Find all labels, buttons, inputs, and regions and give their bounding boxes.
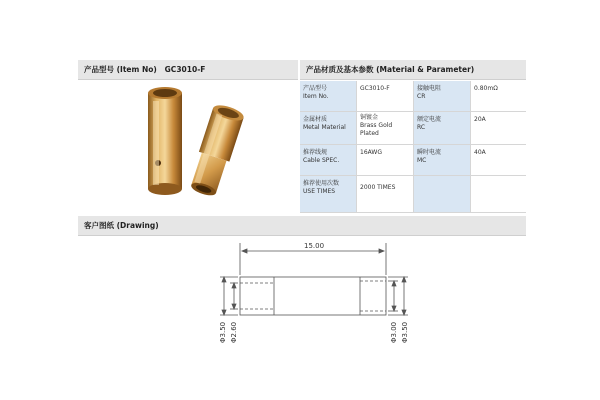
param-label-item-no: 产品型号 Item No. [300,81,356,111]
length-dimension: 15.00 [304,242,325,250]
parameter-label-en: (Material & Parameter) [376,65,475,74]
param-label-metal-material: 金属材质 Metal Material [300,112,356,144]
technical-drawing [78,237,526,350]
param-value-mc: 40A [471,145,526,175]
param-label-cr: 接触电阻 CR [414,81,470,111]
item-no-header [78,60,298,80]
product-photo [78,81,298,214]
right-outer-diameter: Φ3.50 [401,321,409,343]
left-outer-diameter: Φ3.50 [219,321,227,343]
param-value-use-times: 2000 TIMES [357,176,413,212]
item-no-label-en: (Item No) [116,65,157,74]
param-label-mc: 瞬时电流 MC [414,145,470,175]
param-empty-label [414,176,470,212]
parameter-label-cn: 产品材质及基本参数 [306,65,374,74]
item-no-value: GC3010-F [164,65,206,74]
param-label-rc: 额定电流 RC [414,112,470,144]
brass-connector-image [78,81,298,214]
param-label-use-times: 推荐使用次数 USE TIMES [300,176,356,212]
connector-left [148,87,182,195]
item-no-label-cn: 产品型号 [84,65,114,74]
param-value-cable-spec: 16AWG [357,145,413,175]
drawing-label-en: (Drawing) [116,221,159,230]
param-value-cr: 0.80mΩ [471,81,526,111]
drawing-label-cn: 客户图纸 [84,221,114,230]
right-inner-diameter: Φ3.00 [390,321,398,343]
spec-sheet [78,60,526,350]
connector-drawing [78,237,526,350]
param-value-rc: 20A [471,112,526,144]
parameter-header [300,60,526,80]
parameter-table [300,81,526,212]
param-value-metal-material: 铜镀金 Brass Gold Plated [357,112,413,144]
param-value-item-no: GC3010-F [357,81,413,111]
param-label-cable-spec: 推荐线规 Cable SPEC. [300,145,356,175]
drawing-header [78,216,526,236]
connector-right [187,102,246,198]
left-inner-diameter: Φ2.60 [230,321,238,343]
param-empty-value [471,176,526,212]
